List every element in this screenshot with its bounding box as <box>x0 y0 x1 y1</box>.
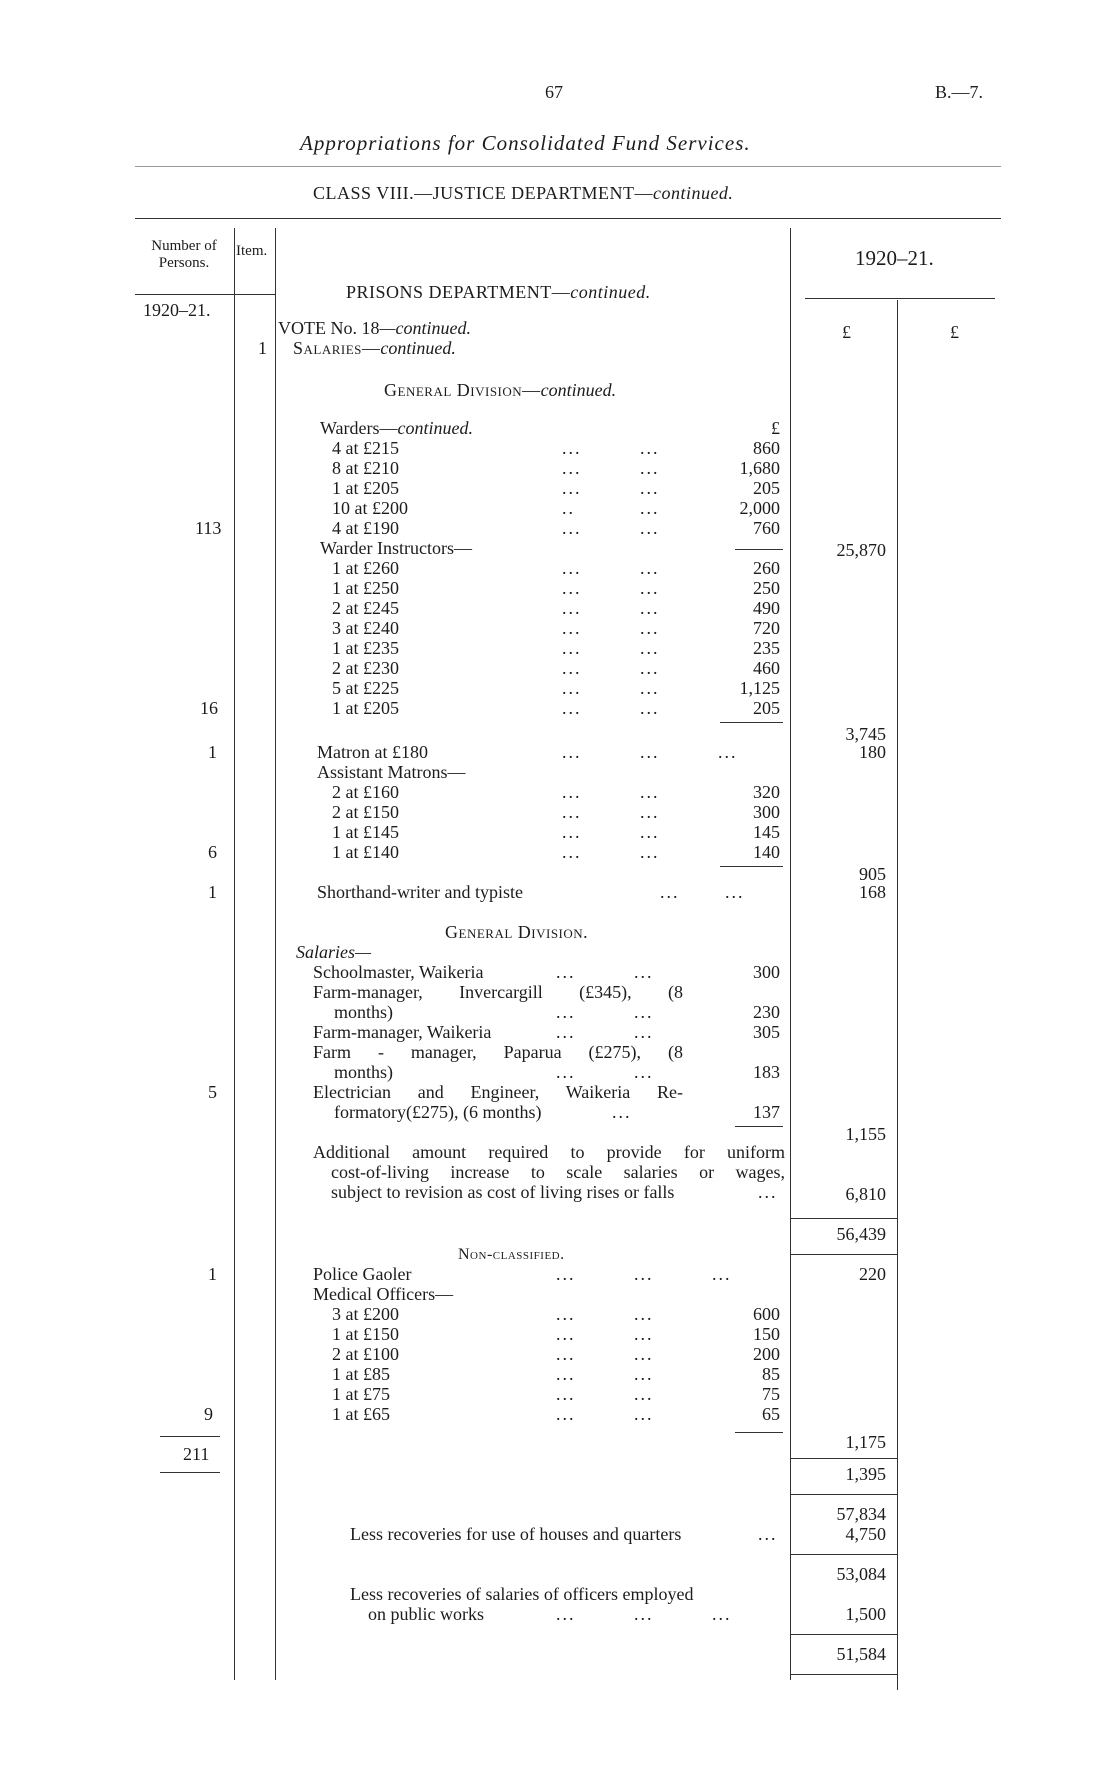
instructor-row-amount: 250 <box>753 578 780 598</box>
matron-persons: 1 <box>208 742 217 762</box>
instructor-row-label: 1 at £235 <box>332 638 399 658</box>
gd-row-label: Farm-manager, Waikeria <box>313 1022 492 1042</box>
less-works-line-2: on public works <box>368 1604 484 1624</box>
leader-dots: ... ... <box>556 1002 654 1022</box>
medical-row-amount: 600 <box>753 1304 780 1324</box>
leader-dots: ... ... <box>562 618 660 638</box>
sum-rule <box>735 549 783 550</box>
salaries-heading: Salaries—continued. <box>293 338 456 358</box>
persons-total-rule-bottom <box>160 1472 220 1473</box>
instructor-row-label: 3 at £240 <box>332 618 399 638</box>
medical-row-label: 1 at £150 <box>332 1324 399 1344</box>
asst-matron-row-amount: 300 <box>753 802 780 822</box>
gd-row-label: Farm-manager, Invercargill (£345), (8 <box>313 982 683 1002</box>
leader-dots: ... ... <box>562 698 660 718</box>
net-total-rule-bottom <box>790 1674 897 1675</box>
medical-row-amount: 150 <box>753 1324 780 1344</box>
additional-amount: 6,810 <box>845 1184 886 1204</box>
less-houses-amount: 4,750 <box>845 1524 886 1544</box>
warders-row-amount: 1,680 <box>739 458 780 478</box>
pound-header-amount: £ <box>842 322 851 342</box>
total-persons: 211 <box>183 1444 210 1464</box>
sum-rule <box>720 866 783 867</box>
gd-total: 1,155 <box>845 1124 886 1144</box>
medical-row-label: 1 at £85 <box>332 1364 390 1384</box>
warders-row-label: 4 at £190 <box>332 518 399 538</box>
gd-row-amount: 137 <box>753 1102 780 1122</box>
leader-dots: ... <box>612 1102 632 1122</box>
col-rule-persons <box>234 228 235 1680</box>
warders-row-label: 1 at £205 <box>332 478 399 498</box>
asst-matron-row-amount: 145 <box>753 822 780 842</box>
instructors-persons: 16 <box>200 698 218 718</box>
header-rule <box>135 218 1001 219</box>
less-works-amount: 1,500 <box>845 1604 886 1624</box>
medical-row-amount: 65 <box>762 1404 780 1424</box>
medical-row-label: 1 at £65 <box>332 1404 390 1424</box>
page-number: 67 <box>545 82 563 102</box>
nc-total: 1,395 <box>845 1464 886 1484</box>
nc-total-rule-bottom <box>790 1494 897 1495</box>
leader-dots: ... <box>758 1182 778 1202</box>
gd-row-label: Schoolmaster, Waikeria <box>313 962 484 982</box>
leader-dots: ... ... <box>562 518 660 538</box>
net-total: 51,584 <box>836 1644 886 1664</box>
gd-row-label: Electrician and Engineer, Waikeria Re- <box>313 1082 683 1102</box>
general-division-heading: General Division. <box>445 922 589 942</box>
general-division-cont-heading: General Division—continued. <box>384 380 617 400</box>
asst-matrons-total: 905 <box>859 864 886 884</box>
leader-dots: ... ... <box>562 822 660 842</box>
leader-dots: ... <box>758 1524 778 1544</box>
medical-row-amount: 85 <box>762 1364 780 1384</box>
assistant-matrons-heading: Assistant Matrons— <box>317 762 466 782</box>
warder-instructors-heading: Warder Instructors— <box>320 538 472 558</box>
medical-total: 1,175 <box>845 1432 886 1452</box>
instructor-row-amount: 720 <box>753 618 780 638</box>
matron-label: Matron at £180 <box>317 742 428 762</box>
instructor-row-label: 1 at £260 <box>332 558 399 578</box>
leader-dots: ... ... <box>556 1304 654 1324</box>
leader-dots: ... ... <box>562 782 660 802</box>
warders-persons: 113 <box>195 518 222 538</box>
persons-year: 1920–21. <box>143 300 211 320</box>
warders-total: 25,870 <box>836 540 886 560</box>
medical-row-amount: 75 <box>762 1384 780 1404</box>
leader-dots: ... ... <box>556 1022 654 1042</box>
leader-dots: ... ... <box>562 678 660 698</box>
warders-row-label: 4 at £215 <box>332 438 399 458</box>
leader-dots: ... ... <box>556 1344 654 1364</box>
instructor-row-amount: 235 <box>753 638 780 658</box>
leader-dots: ... ... <box>562 458 660 478</box>
leader-dots: ... ... ... <box>556 1604 732 1624</box>
instructors-total: 3,745 <box>845 724 886 744</box>
leader-dots: ... ... <box>556 1062 654 1082</box>
class-line: CLASS VIII.—JUSTICE DEPARTMENT—continued. <box>313 183 734 203</box>
gd-row-amount: 305 <box>753 1022 780 1042</box>
leader-dots: .. ... <box>562 498 660 518</box>
year-header: 1920–21. <box>855 246 934 270</box>
leader-dots: ... ... <box>562 558 660 578</box>
item-number: 1 <box>258 338 267 358</box>
additional-line-2: cost-of-living increase to scale salaries or wages, <box>331 1162 785 1182</box>
medical-persons: 9 <box>204 1404 213 1424</box>
asst-matron-row-label: 1 at £145 <box>332 822 399 842</box>
instructor-row-label: 2 at £230 <box>332 658 399 678</box>
warders-row-amount: 2,000 <box>739 498 780 518</box>
leader-dots: ... ... <box>556 1324 654 1344</box>
warders-heading: Warders—continued. <box>320 418 474 438</box>
medical-row-amount: 200 <box>753 1344 780 1364</box>
leader-dots: ... ... <box>562 842 660 862</box>
gd-row-label-cont: months) <box>334 1002 394 1022</box>
matron-amount: 180 <box>859 742 886 762</box>
warders-row-amount: 205 <box>753 478 780 498</box>
leader-dots: ... ... <box>556 1364 654 1384</box>
instructor-row-label: 2 at £245 <box>332 598 399 618</box>
warders-row-amount: 860 <box>753 438 780 458</box>
instructor-row-amount: 490 <box>753 598 780 618</box>
after-houses-total: 53,084 <box>836 1564 886 1584</box>
leader-dots: ... ... <box>562 598 660 618</box>
nc-total-rule-top <box>790 1458 897 1459</box>
asst-matron-row-label: 2 at £160 <box>332 782 399 802</box>
less-works-line-1: Less recoveries of salaries of officers employed <box>350 1584 694 1604</box>
grand-total: 57,834 <box>836 1504 886 1524</box>
leader-dots: ... ... ... <box>556 1264 732 1284</box>
warders-pound: £ <box>771 418 780 438</box>
instructor-row-amount: 1,125 <box>739 678 780 698</box>
leader-dots: ... ... <box>562 802 660 822</box>
persons-header: Number of Persons. <box>151 238 217 271</box>
asst-matron-row-label: 2 at £150 <box>332 802 399 822</box>
less-houses-label: Less recoveries for use of houses and quarters <box>350 1524 682 1544</box>
item-header: Item. <box>236 243 268 259</box>
gd-persons: 5 <box>208 1082 217 1102</box>
instructor-row-amount: 260 <box>753 558 780 578</box>
leader-dots: ... ... <box>556 1404 654 1424</box>
shorthand-persons: 1 <box>208 882 217 902</box>
sum-rule <box>735 1126 783 1127</box>
gd-row-label-cont: formatory(£275), (6 months) <box>334 1102 542 1122</box>
leader-dots: ... ... <box>562 438 660 458</box>
subtotal-rule-top <box>790 1218 897 1219</box>
asst-matron-row-amount: 320 <box>753 782 780 802</box>
after-houses-rule <box>790 1554 897 1555</box>
asst-matrons-persons: 6 <box>208 842 217 862</box>
leader-dots: ... ... <box>562 478 660 498</box>
sum-rule <box>720 722 783 723</box>
col-rule-amount <box>790 228 791 1680</box>
instructor-row-label: 5 at £225 <box>332 678 399 698</box>
vote-label: VOTE No. 18—continued. <box>278 318 471 338</box>
gd-row-amount: 183 <box>753 1062 780 1082</box>
medical-officers-heading: Medical Officers— <box>313 1284 454 1304</box>
non-classified-heading: Non-classified. <box>458 1246 565 1263</box>
gaoler-label: Police Gaoler <box>313 1264 412 1284</box>
persons-total-rule-top <box>160 1436 220 1437</box>
gd-row-amount: 300 <box>753 962 780 982</box>
persons-header-rule <box>135 294 275 295</box>
leader-dots: ... ... ... <box>562 742 738 762</box>
sum-rule <box>735 1432 783 1433</box>
net-total-rule-top <box>790 1634 897 1635</box>
col-rule-total <box>897 300 898 1690</box>
leader-dots: ... ... <box>660 882 745 902</box>
instructor-row-label: 1 at £250 <box>332 578 399 598</box>
shorthand-amount: 168 <box>859 882 886 902</box>
asst-matron-row-amount: 140 <box>753 842 780 862</box>
leader-dots: ... ... <box>562 638 660 658</box>
subtotal-1: 56,439 <box>836 1224 886 1244</box>
department-title: PRISONS DEPARTMENT—continued. <box>346 282 651 302</box>
medical-row-label: 3 at £200 <box>332 1304 399 1324</box>
col-rule-item <box>275 228 276 1680</box>
additional-line-1: Additional amount required to provide for uniform <box>313 1142 785 1162</box>
gaoler-persons: 1 <box>208 1264 217 1284</box>
pound-header-total: £ <box>950 322 959 342</box>
medical-row-label: 1 at £75 <box>332 1384 390 1404</box>
subtotal-rule-bottom <box>790 1254 897 1255</box>
medical-row-label: 2 at £100 <box>332 1344 399 1364</box>
instructor-row-amount: 460 <box>753 658 780 678</box>
gd-row-amount: 230 <box>753 1002 780 1022</box>
asst-matron-row-label: 1 at £140 <box>332 842 399 862</box>
leader-dots: ... ... <box>562 578 660 598</box>
leader-dots: ... ... <box>556 1384 654 1404</box>
title-rule <box>135 166 1001 167</box>
instructor-row-amount: 205 <box>753 698 780 718</box>
year-header-rule <box>805 298 995 299</box>
additional-line-3: subject to revision as cost of living rises or falls <box>331 1182 675 1202</box>
shorthand-label: Shorthand-writer and typiste <box>317 882 523 902</box>
report-code: B.—7. <box>935 82 984 102</box>
leader-dots: ... ... <box>562 658 660 678</box>
warders-row-label: 10 at £200 <box>332 498 408 518</box>
gd-row-label-cont: months) <box>334 1062 394 1082</box>
gd-salaries-heading: Salaries— <box>296 942 372 962</box>
warders-row-label: 8 at £210 <box>332 458 399 478</box>
gd-row-label: Farm - manager, Paparua (£275), (8 <box>313 1042 683 1062</box>
gaoler-amount: 220 <box>859 1264 886 1284</box>
leader-dots: ... ... <box>556 962 654 982</box>
page-title: Appropriations for Consolidated Fund Services. <box>300 131 751 155</box>
instructor-row-label: 1 at £205 <box>332 698 399 718</box>
warders-row-amount: 760 <box>753 518 780 538</box>
